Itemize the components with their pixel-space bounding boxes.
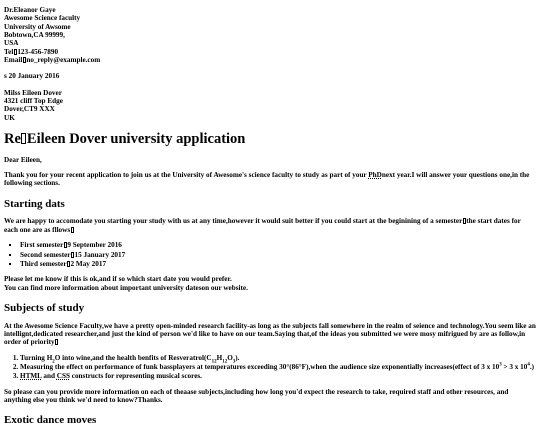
recipient-city: Dover,CT9 XXX (4, 105, 55, 114)
semester-date: 9 September 2016 (67, 241, 122, 250)
starting-dates-note (4, 275, 536, 292)
list-item: 2. Measuring the effect on performance of funk bassplayers at temperatures exceeding 30°(86°F),when the audience size exponentially increases(effect of 3 x $10^3 > 3$ x $10^4$.) (20, 363, 536, 371)
intro-text-end: next year.I will answer your questions one,in the following sections. (4, 171, 530, 188)
subjects-closing-paragraph: So please can you provide more information on each of theaase subjects,including how long you'd expect the research to take, required staff and other resources, and anything else you think we'd need to know?Thanks. (4, 387, 509, 405)
date-text: s 20 January 2016 (4, 72, 60, 81)
starting-dates-paragraph (4, 217, 536, 234)
sender-faculty: Awesome Science faculty (4, 14, 81, 23)
recipient-name: Milss Eileen Dover (4, 88, 62, 97)
subjects-list (4, 354, 536, 381)
title-prefix: Re (4, 131, 21, 148)
phd-abbreviation: PhD (368, 171, 382, 180)
semester-label: Third semester (20, 259, 67, 268)
title-rest: Eileen Dover university application (26, 131, 246, 148)
sender-address (4, 6, 536, 64)
list-item (20, 241, 536, 249)
greeting: Dear Eileen, (4, 155, 42, 164)
section-heading-starting-dates: Starting dats (4, 197, 65, 210)
sender-email (4, 56, 536, 64)
subjects-text: At the Awesome Science Faculty,we have a pretty open-minded research facility-as long as the subjects fall somewhere in the realm of seience and technology.You seem like an intellignt,dedicated researcher,and just the kind of person we'd like to have on our team.Saying that,of the ideas you submitted we were mosy mifrigued by are as follow,in order of priority (4, 321, 536, 347)
tel-number: 123-456-7890 (17, 47, 59, 56)
sender-tel (4, 48, 536, 56)
email-label: Email (4, 56, 23, 65)
note-line: Please let me know if this is ok,and if so which start date you would prefer. (4, 275, 232, 284)
semester-label: First semester (20, 241, 64, 250)
list-item (20, 260, 536, 268)
page-title (4, 131, 536, 148)
css-abbreviation: CSS (56, 372, 70, 381)
semester-date: 15 January 2017 (74, 250, 126, 259)
email-address: no_reply@example.com (26, 56, 101, 65)
missing-glyph-icon (55, 339, 58, 345)
html-abbreviation: HTML (20, 372, 42, 381)
semester-list (4, 241, 536, 268)
starting-text-start: We are happy to accomodate you starting your study with us at any time,however it would suit better if you could start at the beginining of a semester (4, 217, 463, 226)
section-heading-subjects: Subjects of study (4, 301, 85, 314)
letter-date (4, 72, 536, 80)
sender-university: University of Awsome (4, 22, 71, 31)
sender-name: Dr.Eleanor Gaye (4, 6, 56, 14)
list-item: 1. Turning $H_2O$ into wine,and the health benfits of $Resveratrol(C_{12}H_{12}O_3)$. (20, 354, 536, 362)
letter-page (4, 6, 536, 434)
sender-city: Bobtown,CA 99999, (4, 31, 65, 40)
missing-glyph-icon (71, 227, 74, 233)
section-heading-dance: Exotic dance moves (4, 414, 97, 427)
list-item (20, 251, 536, 259)
recipient-address (4, 89, 536, 122)
semester-label: Second semester (20, 250, 71, 259)
starting-text-end: the start dates for each one are as fllows (4, 217, 521, 234)
intro-text-start: Thank you for your recent application to join us at the University of Awesome's science faculty to study as part of your (4, 171, 369, 180)
sender-country: USA (4, 39, 19, 48)
semester-date: 2 May 2017 (70, 259, 107, 268)
note-line: You can find more information about important university dateson our website. (4, 283, 248, 292)
list-item: 3. HTML and CSS constructs for representing musical scores. (20, 372, 536, 380)
recipient-country: UK (4, 113, 15, 122)
subjects-paragraph (4, 322, 536, 347)
missing-glyph-icon (21, 133, 26, 144)
tel-label: Tel (4, 47, 14, 56)
intro-paragraph (4, 171, 536, 188)
recipient-street: 4321 cliff Top Edge (4, 97, 63, 106)
